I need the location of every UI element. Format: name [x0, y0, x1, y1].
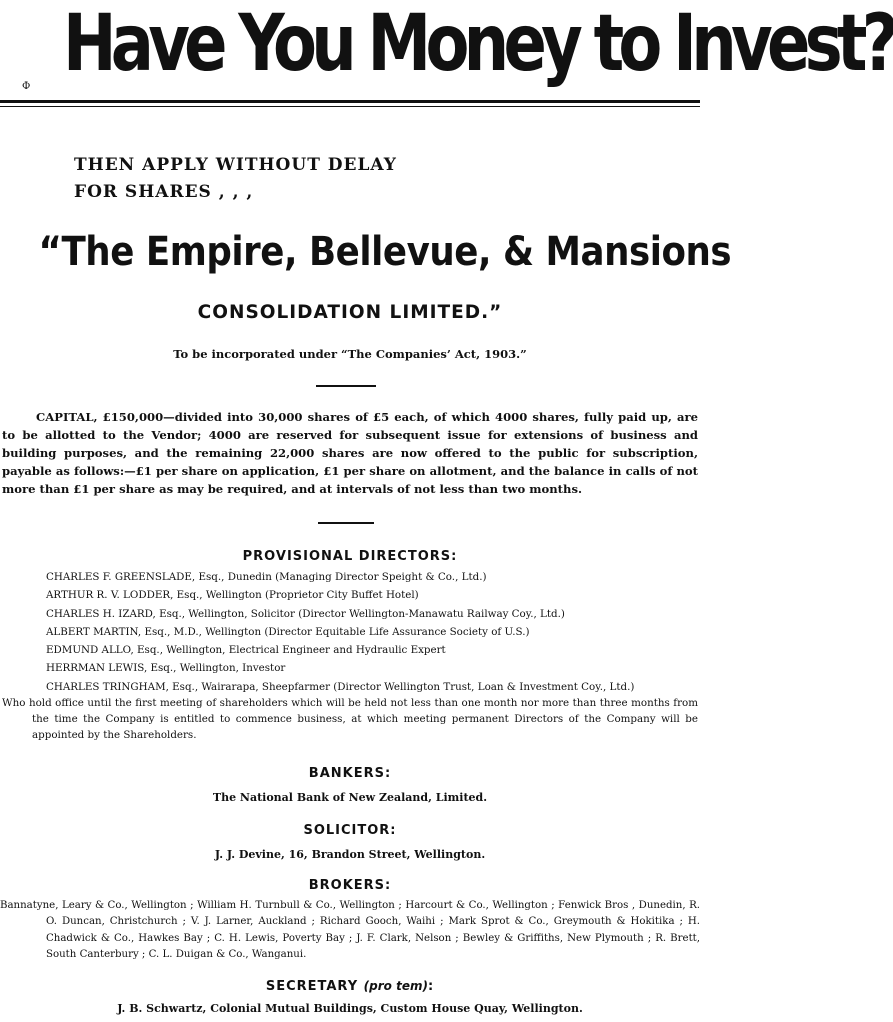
solicitor-heading: SOLICITOR:	[303, 823, 397, 838]
headline-rule-thin	[0, 106, 700, 107]
secretary-qualifier: (pro tem)	[363, 979, 428, 993]
secretary-heading	[0, 976, 700, 997]
directors-note	[2, 695, 698, 743]
director-item: CHARLES F. GREENSLADE, Esq., Dunedin (Managing Director Speight & Co., Ltd.)	[46, 571, 487, 583]
directors-heading: PROVISIONAL DIRECTORS:	[242, 549, 458, 564]
capital-paragraph	[2, 408, 698, 498]
apply-line-2: FOR SHARES , , ,	[74, 182, 254, 202]
incorporation-note: To be incorporated under “The Companies’ Act, 1903.”	[173, 347, 527, 361]
apply-line-1: THEN APPLY WITHOUT DELAY	[74, 155, 397, 175]
director-item: HERRMAN LEWIS, Esq., Wellington, Investor	[46, 662, 286, 675]
capital-text: CAPITAL, £150,000—divided into 30,000 shares of £5 each, of which 4000 shares, fully paid up, are to be allotted to the Vendor; 4000 are reserved for subsequent issue for extensions of business and building purposes, and the remaining 22,000 shares are now offered to the public for subscription, payable as follows:—£1 per share on application, £1 per share on allotment, and the balance in calls of not more than £1 per share as may be required, and at intervals of not less than two months.	[2, 410, 698, 496]
company-subtitle: CONSOLIDATION LIMITED.”	[197, 302, 503, 323]
director-item: ALBERT MARTIN, Esq., M.D., Wellington (Director Equitable Life Assurance Society of U.S.)	[46, 625, 530, 638]
director-item: CHARLES H. IZARD, Esq., Wellington, Solicitor (Director Wellington-Manawatu Railway Coy., Ltd.)	[46, 607, 565, 620]
separator-1	[316, 385, 376, 387]
headline: Have You Money to Invest?	[63, 0, 893, 89]
apply-notice	[74, 152, 454, 206]
company-name: “The Empire, Bellevue, & Mansions	[38, 229, 732, 275]
director-item: EDMUND ALLO, Esq., Wellington, Electrical Engineer and Hydraulic Expert	[46, 644, 446, 657]
brokers-text: Bannatyne, Leary & Co., Wellington ; William H. Turnbull & Co., Wellington ; Harcourt & Co., Wellington ; Fenwick Bros , Dunedin, R. O. Duncan, Christchurch ; V. J. Larner, Auckland ; Richard Gooch, Waihi ; Mark Sprot & Co., Greymouth & Hokitika ; H. Chadwick & Co., Hawkes Bay ; C. H. Lewis, Poverty Bay ; J. F. Clark, Nelson ; Bewley & Griffiths, New Plymouth ; R. Brett, South Canterbury ; C. L. Duigan & Co., Wanganui.	[0, 900, 700, 961]
headline-rule-thick	[0, 100, 700, 103]
directors-list	[46, 568, 696, 696]
brokers-heading: BROKERS:	[308, 878, 392, 893]
brokers-list	[0, 898, 700, 964]
secretary-colon: :	[427, 979, 435, 994]
director-item: CHARLES TRINGHAM, Esq., Wairarapa, Sheepfarmer (Director Wellington Trust, Loan & Investment Coy., Ltd.)	[46, 680, 635, 693]
bankers-text: The National Bank of New Zealand, Limited.	[212, 791, 488, 804]
margin-mark: Ф	[22, 81, 31, 92]
separator-2	[318, 522, 374, 524]
secretary-text: J. B. Schwartz, Colonial Mutual Buildings, Custom House Quay, Wellington.	[117, 1002, 583, 1015]
secretary-label: SECRETARY	[265, 979, 359, 994]
bankers-heading: BANKERS:	[308, 766, 392, 781]
directors-note-text: Who hold office until the first meeting of shareholders which will be held not less than one month nor more than three months from the time the Company is entitled to commence business, at which meeting permanent Directors of the Company will be appointed by the Shareholders.	[2, 697, 698, 741]
director-item: ARTHUR R. V. LODDER, Esq., Wellington (Proprietor City Buffet Hotel)	[46, 589, 419, 602]
solicitor-text: J. J. Devine, 16, Brandon Street, Wellington.	[214, 848, 486, 861]
